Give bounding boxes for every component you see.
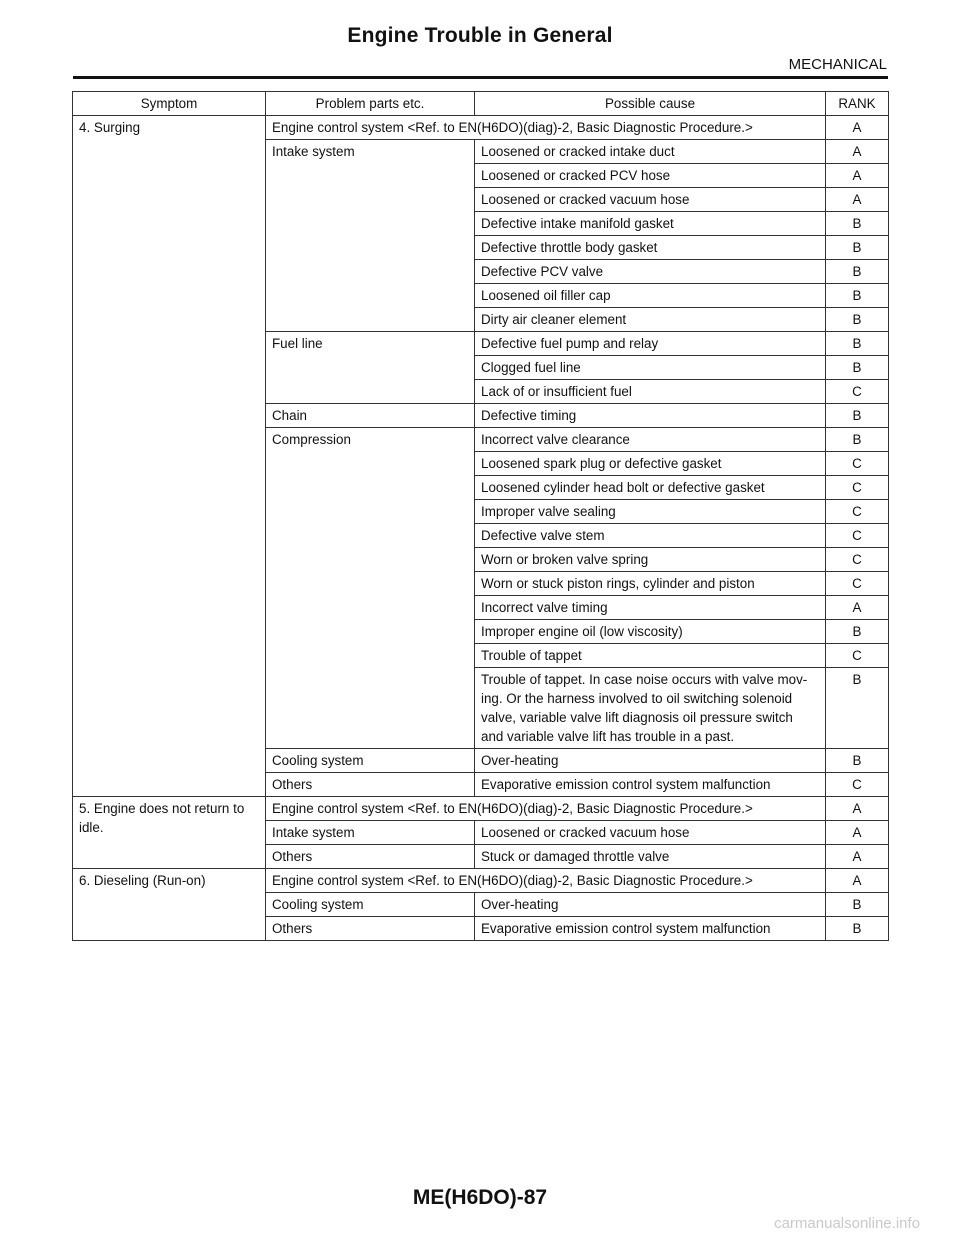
possible-cause-cell: Lack of or insufficient fuel: [475, 380, 826, 404]
problem-part-cell: Fuel line: [266, 332, 475, 404]
table-row: [73, 116, 889, 140]
rank-cell: C: [826, 548, 889, 572]
rank-cell: B: [826, 668, 889, 749]
rank-cell: B: [826, 404, 889, 428]
symptom-cell: 4. Surging: [73, 116, 266, 797]
rank-cell: A: [826, 116, 889, 140]
possible-cause-cell: Trouble of tappet. In case noise occurs with valve mov- ing. Or the harness involved to oil switching solenoid valve, variable valve lift diagnosis oil pressure switch and variable valve lift has trouble in a past.: [475, 668, 826, 749]
section-label: MECHANICAL: [788, 56, 887, 73]
column-header-problem-parts: Problem parts etc.: [266, 92, 475, 116]
rank-cell: A: [826, 869, 889, 893]
table-row: [73, 869, 889, 893]
problem-part-cell: Engine control system <Ref. to EN(H6DO)(diag)-2, Basic Diagnostic Procedure.>: [266, 797, 826, 821]
possible-cause-cell: Defective throttle body gasket: [475, 236, 826, 260]
possible-cause-cell: Over-heating: [475, 749, 826, 773]
problem-part-cell: Intake system: [266, 140, 475, 332]
possible-cause-cell: Loosened oil filler cap: [475, 284, 826, 308]
possible-cause-cell: Loosened or cracked vacuum hose: [475, 821, 826, 845]
page-title: Engine Trouble in General: [347, 24, 613, 47]
column-header-symptom: Symptom: [73, 92, 266, 116]
possible-cause-cell: Improper engine oil (low viscosity): [475, 620, 826, 644]
header-divider: [73, 76, 888, 79]
possible-cause-cell: Worn or stuck piston rings, cylinder and piston: [475, 572, 826, 596]
rank-cell: B: [826, 620, 889, 644]
rank-cell: B: [826, 308, 889, 332]
diagnosis-table: [72, 91, 889, 941]
problem-part-cell: Cooling system: [266, 749, 475, 773]
possible-cause-cell: Defective fuel pump and relay: [475, 332, 826, 356]
possible-cause-cell: Improper valve sealing: [475, 500, 826, 524]
rank-cell: B: [826, 284, 889, 308]
rank-cell: A: [826, 596, 889, 620]
rank-cell: A: [826, 797, 889, 821]
problem-part-cell: Others: [266, 773, 475, 797]
rank-cell: B: [826, 749, 889, 773]
symptom-cell: 5. Engine does not return to idle.: [73, 797, 266, 869]
rank-cell: B: [826, 917, 889, 941]
rank-cell: C: [826, 500, 889, 524]
table-row: [73, 797, 889, 821]
rank-cell: A: [826, 140, 889, 164]
rank-cell: B: [826, 428, 889, 452]
rank-cell: B: [826, 893, 889, 917]
rank-cell: A: [826, 845, 889, 869]
possible-cause-cell: Incorrect valve timing: [475, 596, 826, 620]
possible-cause-cell: Loosened or cracked intake duct: [475, 140, 826, 164]
possible-cause-cell: Loosened cylinder head bolt or defective gasket: [475, 476, 826, 500]
column-header-rank: RANK: [826, 92, 889, 116]
possible-cause-cell: Evaporative emission control system malfunction: [475, 917, 826, 941]
problem-part-cell: Cooling system: [266, 893, 475, 917]
rank-cell: C: [826, 476, 889, 500]
problem-part-cell: Compression: [266, 428, 475, 749]
table-header-row: [73, 92, 889, 116]
problem-part-cell: Chain: [266, 404, 475, 428]
possible-cause-cell: Clogged fuel line: [475, 356, 826, 380]
possible-cause-cell: Evaporative emission control system malfunction: [475, 773, 826, 797]
table-body: [73, 116, 889, 941]
rank-cell: C: [826, 572, 889, 596]
rank-cell: A: [826, 164, 889, 188]
possible-cause-cell: Loosened or cracked vacuum hose: [475, 188, 826, 212]
possible-cause-cell: Defective valve stem: [475, 524, 826, 548]
possible-cause-cell: Loosened spark plug or defective gasket: [475, 452, 826, 476]
possible-cause-cell: Defective PCV valve: [475, 260, 826, 284]
rank-cell: B: [826, 332, 889, 356]
possible-cause-cell: Worn or broken valve spring: [475, 548, 826, 572]
rank-cell: B: [826, 356, 889, 380]
possible-cause-cell: Stuck or damaged throttle valve: [475, 845, 826, 869]
rank-cell: C: [826, 524, 889, 548]
possible-cause-cell: Loosened or cracked PCV hose: [475, 164, 826, 188]
symptom-cell: 6. Dieseling (Run-on): [73, 869, 266, 941]
problem-part-cell: Others: [266, 917, 475, 941]
rank-cell: C: [826, 452, 889, 476]
rank-cell: C: [826, 644, 889, 668]
possible-cause-cell: Trouble of tappet: [475, 644, 826, 668]
rank-cell: B: [826, 212, 889, 236]
problem-part-cell: Others: [266, 845, 475, 869]
possible-cause-cell: Dirty air cleaner element: [475, 308, 826, 332]
rank-cell: C: [826, 380, 889, 404]
possible-cause-cell: Incorrect valve clearance: [475, 428, 826, 452]
rank-cell: B: [826, 236, 889, 260]
rank-cell: C: [826, 773, 889, 797]
problem-part-cell: Engine control system <Ref. to EN(H6DO)(diag)-2, Basic Diagnostic Procedure.>: [266, 869, 826, 893]
rank-cell: A: [826, 188, 889, 212]
watermark: carmanualsonline.info: [774, 1215, 920, 1232]
possible-cause-cell: Defective timing: [475, 404, 826, 428]
page-number: ME(H6DO)-87: [412, 1186, 548, 1209]
problem-part-cell: Engine control system <Ref. to EN(H6DO)(diag)-2, Basic Diagnostic Procedure.>: [266, 116, 826, 140]
rank-cell: B: [826, 260, 889, 284]
rank-cell: A: [826, 821, 889, 845]
possible-cause-cell: Over-heating: [475, 893, 826, 917]
column-header-possible-cause: Possible cause: [475, 92, 826, 116]
possible-cause-cell: Defective intake manifold gasket: [475, 212, 826, 236]
problem-part-cell: Intake system: [266, 821, 475, 845]
